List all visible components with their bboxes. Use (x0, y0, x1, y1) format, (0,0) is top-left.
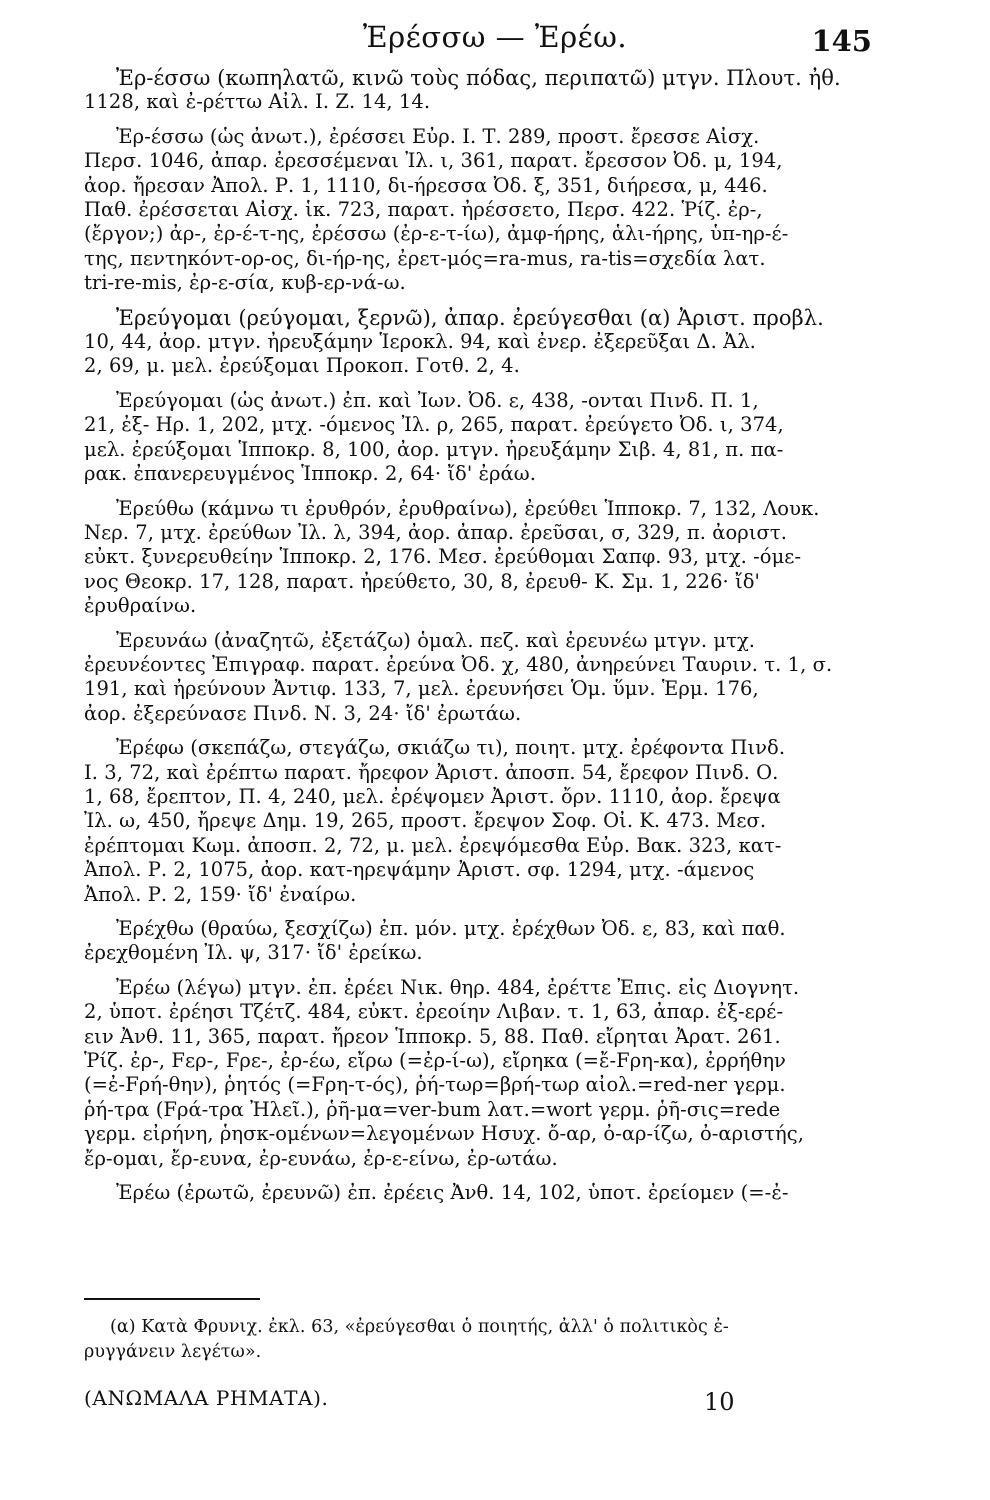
entry-line: Ἰλ. ω, 450, ἤρεψε Δημ. 19, 265, προστ. ἔρεψον Σοφ. Οἰ. Κ. 473. Μεσ. (84, 809, 767, 833)
entry-line: ἐρέπτομαι Κωμ. ἀποσπ. 2, 72, μ. μελ. ἐρεψόμεσθα Εὐρ. Βακ. 323, κατ- (84, 833, 782, 857)
footnote (84, 1315, 854, 1365)
entry-line: (=ἐ-Fρή-θην), ῥητός (=Fρη-τ-ός), ῥή-τωρ=βρή-τωρ αἰολ.=red-ner γερμ. (84, 1073, 786, 1097)
entry-line: Ἐρ-έσσω (κωπηλατῶ, κινῶ τοὺς πόδας, περιπατῶ) μτγν. Πλουτ. ἠθ. (116, 66, 841, 90)
entry-line: Ἀπολ. Ρ. 2, 159· ἴδ' ἐναίρω. (84, 882, 357, 906)
entry-line: Περσ. 1046, ἀπαρ. ἐρεσσέμεναι Ἰλ. ι, 361, παρατ. ἔρεσσον Ὀδ. μ, 194, (84, 149, 783, 173)
printer-signature: (ΑΝΩΜΑΛΑ ΡΗΜΑΤΑ). (84, 1386, 329, 1410)
entry-line: νος Θεοκρ. 17, 128, παρατ. ἠρεύθετο, 30, 8, ἐρευθ- Κ. Σμ. 1, 226· ἴδ' (84, 569, 760, 593)
entry-line: Ἀπολ. Ρ. 2, 1075, ἀορ. κατ-ηρεψάμην Ἀριστ. σφ. 1294, μτχ. -άμενος (84, 858, 755, 882)
entry-line: της, πεντηκόντ-ορ-ος, δι-ήρ-ης, ἐρετ-μός=ra-mus, ra-tis=σχεδία λατ. (84, 246, 766, 270)
entry-line: 21, ἐξ- Ηρ. 1, 202, μτχ. -όμενος Ἰλ. ρ, 265, παρατ. ἐρεύγετο Ὀδ. ι, 374, (84, 413, 784, 437)
running-title: Ἐρέσσω — Ἐρέω. (362, 20, 628, 54)
entry-line: Ἐρέω (ἐρωτῶ, ἐρευνῶ) ἐπ. ἐρέεις Ἀνθ. 14, 102, ὑποτ. ἐρείομεν (=-ἐ- (116, 1181, 789, 1205)
entry-line: Ἐρεύγομαι (ὡς ἀνωτ.) ἐπ. καὶ Ἰων. Ὀδ. ε, 438, -ονται Πινδ. Π. 1, (116, 388, 759, 412)
entry-line: ἐρυθραίνω. (84, 594, 197, 618)
entry-line: ἀορ. ἤρεσαν Ἀπολ. Ρ. 1, 1110, δι-ήρεσσα Ὀδ. ξ, 351, διήρεσα, μ, 446. (84, 173, 768, 197)
entry-line: Νερ. 7, μτχ. ἐρεύθων Ἰλ. λ, 394, ἀορ. ἀπαρ. ἐρεῦσαι, σ, 329, π. ἀοριστ. (84, 520, 787, 544)
dictionary-entry (84, 917, 854, 966)
footnote-line: ρυγγάνειν λεγέτω». (84, 1342, 262, 1362)
entry-line: Ἐρεύγομαι (ρεύγομαι, ξερνῶ), ἀπαρ. ἐρεύγεσθαι (α) Ἀριστ. προβλ. (116, 305, 824, 330)
entry-line: Ι. 3, 72, καὶ ἐρέπτω παρατ. ἤρεφον Ἀριστ. ἀποσπ. 54, ἔρεφον Πινδ. Ο. (84, 760, 779, 784)
entry-line: Ἐρέχθω (θραύω, ξεσχίζω) ἐπ. μόν. μτχ. ἐρέχθων Ὀδ. ε, 83, καὶ παθ. (116, 917, 786, 940)
footnotes (84, 1315, 854, 1375)
entry-line: ειν Ἀνθ. 11, 365, παρατ. ἤρεον Ἱπποκρ. 5, 88. Παθ. εἴρηται Ἀρατ. 261. (84, 1024, 781, 1048)
entry-line: Ἐρ-έσσω (ὡς ἀνωτ.), ἐρέσσει Εὐρ. Ι. Τ. 289, προστ. ἔρεσσε Αἰσχ. (116, 124, 760, 148)
entry-line: 10, 44, ἀορ. μτγν. ἠρευξάμην Ἱεροκλ. 94, καὶ ἐνερ. ἐξερεῦξαι Δ. Ἀλ. (84, 330, 756, 354)
sheet-number: 10 (704, 1388, 735, 1416)
entry-line: Παθ. ἐρέσσεται Αἰσχ. ἱκ. 723, παρατ. ἠρέσσετο, Περσ. 422. Ῥίζ. ἐρ-, (84, 198, 763, 222)
entry-line: tri-re-mis, ἐρ-ε-σία, κυβ-ερ-νά-ω. (84, 271, 406, 295)
dictionary-entry (84, 1181, 854, 1205)
dictionary-entry (84, 125, 854, 296)
dictionary-entry (84, 976, 854, 1171)
dictionary-entry (84, 66, 854, 115)
dictionary-entry (84, 389, 854, 487)
entry-line: 1128, καὶ ἐ-ρέττω Αἰλ. Ι. Ζ. 14, 14. (84, 90, 431, 114)
entry-line: ἐρεχθομένη Ἰλ. ψ, 317· ἴδ' ἐρείκω. (84, 941, 423, 965)
entry-line: γερμ. εἰρήνη, ῥησκ-ομένων=λεγομένων Ησυχ. ὄ-αρ, ὀ-αρ-ίζω, ὀ-αριστής, (84, 1122, 804, 1146)
dictionary-entry (84, 306, 854, 379)
entry-line: Ἐρευνάω (ἀναζητῶ, ἐξετάζω) ὁμαλ. πεζ. καὶ ἐρευνέω μτγν. μτχ. (116, 628, 756, 652)
entry-line: (ἔργον;) ἀρ-, ἐρ-έ-τ-ης, ἐρέσσω (ἐρ-ε-τ-ίω), ἀμφ-ήρης, ἁλι-ήρης, ὑπ-ηρ-έ- (84, 222, 789, 246)
entry-line: Ἐρέφω (σκεπάζω, στεγάζω, σκιάζω τι), ποιητ. μτχ. ἐρέφοντα Πινδ. (116, 736, 786, 760)
dictionary-entry (84, 497, 854, 619)
entry-line: εὐκτ. ξυνερευθείην Ἱπποκρ. 2, 176. Μεσ. ἐρεύθομαι Σαπφ. 93, μτχ. -όμε- (84, 545, 802, 569)
entry-line: 2, 69, μ. μελ. ἐρεύξομαι Προκοπ. Γοτθ. 2, 4. (84, 354, 520, 378)
entry-line: Ῥίζ. ἐρ-, Fερ-, Fρε-, ἐρ-έω, εἴρω (=ἐρ-ί-ω), εἴρηκα (=ἔ-Fρη-κα), ἐρρήθην (84, 1049, 786, 1073)
footnote-divider (84, 1298, 260, 1300)
footnote-line: (α) Κατὰ Φρυνιχ. ἐκλ. 63, «ἐρεύγεσθαι ὁ ποιητής, ἀλλ' ὁ πολιτικὸς ἐ- (110, 1317, 729, 1337)
entry-line: 191, καὶ ἠρεύνουν Ἀντιφ. 133, 7, μελ. ἐρευνήσει Ὁμ. ὕμν. Ἑρμ. 176, (84, 677, 759, 701)
dictionary-entry (84, 629, 854, 727)
entry-line: μελ. ἐρεύξομαι Ἱπποκρ. 8, 100, ἀορ. μτγν. ἠρευξάμην Σιβ. 4, 81, π. πα- (84, 437, 784, 461)
dictionary-text (84, 66, 854, 1215)
page-footer (84, 1380, 854, 1420)
entry-line: Ἐρέω (λέγω) μτγν. ἐπ. ἐρέει Νικ. θηρ. 484, ἐρέττε Ἐπις. εἰς Διογνητ. (116, 975, 800, 999)
page-number: 145 (811, 24, 872, 58)
entry-line: ρακ. ἐπανερευγμένος Ἱπποκρ. 2, 64· ἴδ' ἐράω. (84, 462, 536, 486)
dictionary-entry (84, 736, 854, 907)
entry-line: 1, 68, ἔρεπτον, Π. 4, 240, μελ. ἐρέψομεν Ἀριστ. ὄρν. 1110, ἀορ. ἔρεψα (84, 784, 781, 808)
entry-line: ἐρευνέοντες Ἐπιγραφ. παρατ. ἐρεύνα Ὀδ. χ, 480, ἀνηρεύνει Ταυριν. τ. 1, σ. (84, 652, 833, 676)
entry-line: Ἐρεύθω (κάμνω τι ἐρυθρόν, ἐρυθραίνω), ἐρεύθει Ἱπποκρ. 7, 132, Λουκ. (116, 496, 820, 520)
entry-line: 2, ὑποτ. ἐρέησι Τζέτζ. 484, εὐκτ. ἐρεοίην Λιβαν. τ. 1, 63, ἀπαρ. ἐξ-ερέ- (84, 1000, 784, 1024)
entry-line: ῥή-τρα (Fρά-τρα Ἠλεῖ.), ῥῆ-μα=ver-bum λατ.=wort γερμ. ῥῆ-σις=rede (84, 1097, 781, 1121)
entry-line: ἔρ-ομαι, ἔρ-ευνα, ἐρ-ευνάω, ἐρ-ε-είνω, ἐρ-ωτάω. (84, 1146, 558, 1170)
entry-line: ἀορ. ἐξερεύνασε Πινδ. Ν. 3, 24· ἴδ' ἐρωτάω. (84, 701, 522, 725)
running-head (0, 14, 990, 60)
